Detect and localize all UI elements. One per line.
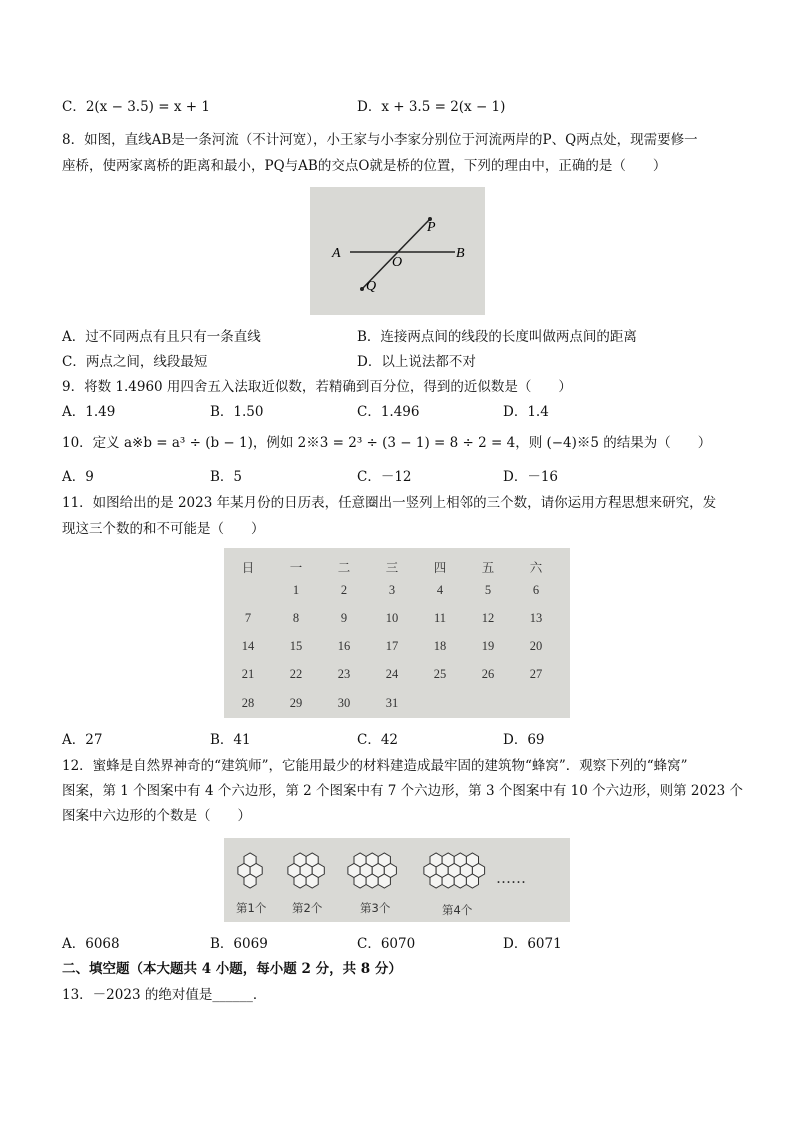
q12-text-line2: 图案，第 1 个图案中有 4 个六边形，第 2 个图案中有 7 个六边形，第 3 个图案中有 10 个六边形，则第 2023 个 [62, 783, 744, 799]
hexagon [430, 874, 442, 888]
q8-text-line2: 座桥，使两家离桥的距离和最小，PQ与AB的交点O就是桥的位置，下列的理由中，正确的是（ ） [62, 158, 667, 174]
calendar-day: 3 [388, 583, 396, 597]
label-o: O [392, 255, 403, 270]
pattern-1-label: 第1个 [236, 901, 267, 915]
calendar-header: 三 [385, 560, 399, 575]
q11-option-b: B．41 [210, 732, 251, 748]
q9-option-a: A．1.49 [62, 404, 116, 420]
hexagon [354, 874, 366, 888]
calendar-day: 4 [436, 583, 444, 597]
calendar-day: 27 [529, 667, 543, 681]
q8-option-b: B．连接两点间的线段的长度叫做两点间的距离 [357, 329, 637, 345]
q10-option-a: A．9 [62, 469, 94, 485]
q11-text-line1: 11．如图给出的是 2023 年某月份的日历表，任意圈出一竖列上相邻的三个数，请你运用方程思想来研究，发 [62, 495, 717, 511]
q12-option-c: C．6070 [357, 936, 416, 952]
q12-option-a: A．6068 [62, 936, 120, 952]
calendar-day: 13 [529, 611, 543, 625]
q9-text: 9．将数 1.4960 用四舍五入法取近似数，若精确到百分位，得到的近似数是（ ） [62, 379, 572, 395]
hexagon [366, 874, 378, 888]
calendar-day: 25 [433, 667, 447, 681]
calendar-header: 五 [481, 560, 495, 575]
hexagon [244, 874, 256, 888]
calendar-day: 12 [481, 611, 495, 625]
calendar-day: 29 [289, 696, 303, 710]
hexagon [294, 874, 306, 888]
calendar-day: 18 [433, 639, 447, 653]
calendar-day: 11 [433, 611, 447, 625]
hexagon [442, 874, 454, 888]
q11-option-a: A．27 [62, 732, 103, 748]
hexagon [306, 874, 318, 888]
q12-text-line1: 12．蜜蜂是自然界神奇的“建筑师”，它能用最少的材料建造成最牢固的建筑物“蜂窝”．观察下列的“蜂窝” [62, 758, 688, 774]
calendar-day: 17 [385, 639, 399, 653]
calendar-day: 9 [340, 611, 348, 625]
calendar-day: 30 [337, 696, 351, 710]
hexagon [454, 874, 466, 888]
calendar-day: 20 [529, 639, 543, 653]
label-b: B [456, 246, 465, 261]
calendar-day: 26 [481, 667, 495, 681]
q12-text-line3: 图案中六边形的个数是（ ） [62, 808, 251, 824]
calendar-day: 23 [337, 667, 351, 681]
q11-calendar [224, 548, 570, 718]
calendar-header: 二 [337, 560, 351, 575]
calendar-day: 31 [385, 696, 399, 710]
label-p: P [427, 220, 436, 235]
point-q [360, 287, 364, 291]
calendar-day: 5 [484, 583, 492, 597]
q8-text-line1: 8．如图，直线AB是一条河流（不计河宽），小王家与小李家分别位于河流两岸的P、Q两点处，现需要修一 [62, 132, 698, 148]
q8-option-c: C．两点之间，线段最短 [62, 354, 208, 370]
calendar-day: 10 [385, 611, 399, 625]
q12-option-d: D．6071 [503, 936, 562, 952]
q8-figure [310, 187, 485, 315]
q12-honeycomb-figure [224, 838, 570, 922]
calendar-day: 6 [532, 583, 540, 597]
calendar-day: 14 [241, 639, 255, 653]
q13-text: 13．－2023 的绝对值是______． [62, 987, 267, 1003]
calendar-day: 7 [244, 611, 252, 625]
q12-option-b: B．6069 [210, 936, 268, 952]
q8-option-d: D．以上说法都不对 [357, 354, 476, 370]
calendar-header: 一 [289, 560, 303, 575]
section-2-title: 二、填空题（本大题共 4 小题，每小题 2 分，共 8 分） [62, 961, 402, 977]
ellipsis: …… [496, 869, 526, 887]
q10-option-b: B．5 [210, 469, 243, 485]
q10-text: 10．定义 a※b = a³ ÷ (b − 1)，例如 2※3 = 2³ ÷ (3 − 1) = 8 ÷ 2 = 4，则 (−4)※5 的结果为（ ） [62, 435, 712, 451]
label-q: Q [366, 279, 377, 294]
pattern-4-label: 第4个 [442, 903, 473, 917]
q11-text-line2: 现这三个数的和不可能是（ ） [62, 521, 265, 537]
calendar-day: 28 [241, 696, 255, 710]
q9-option-c: C．1.496 [357, 404, 420, 420]
q9-option-b: B．1.50 [210, 404, 264, 420]
calendar-header: 六 [529, 560, 543, 575]
pattern-3-label: 第3个 [360, 901, 391, 915]
q8-line-diagram [310, 187, 485, 315]
q10-option-c: C．－12 [357, 469, 412, 485]
calendar-day: 21 [241, 667, 255, 681]
calendar-day: 1 [292, 583, 300, 597]
q8-option-a: A．过不同两点有且只有一条直线 [62, 329, 261, 345]
calendar-day: 19 [481, 639, 495, 653]
calendar-day: 15 [289, 639, 303, 653]
hexagon [466, 874, 478, 888]
calendar-day: 2 [340, 583, 348, 597]
q10-option-d: D．－16 [503, 469, 559, 485]
pattern-2-label: 第2个 [292, 901, 323, 915]
calendar-day: 24 [385, 667, 399, 681]
q9-option-d: D．1.4 [503, 404, 549, 420]
calendar-header: 四 [433, 560, 447, 575]
calendar-header: 日 [241, 560, 255, 575]
q7-option-c: C．2(x − 3.5) = x + 1 [62, 99, 210, 115]
q7-option-d: D．x + 3.5 = 2(x − 1) [357, 99, 506, 115]
hexagon [378, 874, 390, 888]
calendar-day: 22 [289, 667, 303, 681]
q11-option-d: D．69 [503, 732, 545, 748]
q11-option-c: C．42 [357, 732, 399, 748]
calendar-day: 16 [337, 639, 351, 653]
label-a: A [332, 246, 341, 261]
calendar-day: 8 [292, 611, 300, 625]
